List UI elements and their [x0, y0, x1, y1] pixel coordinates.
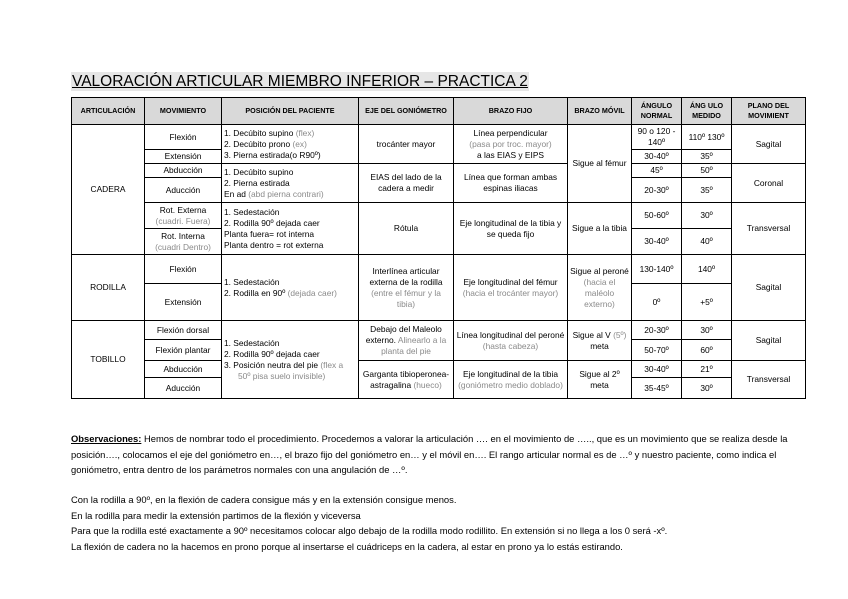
movement-cell: Flexión — [145, 255, 222, 284]
header-cell: ÁNGULO NORMAL — [632, 98, 682, 125]
valoracion-table — [71, 97, 806, 399]
header-cell: PLANO DEL MOVIMIENT — [732, 98, 806, 125]
normal-angle-cell: 0º — [632, 284, 682, 321]
table-row — [72, 361, 806, 378]
normal-angle-cell: 45º — [632, 164, 682, 178]
position-cell: 1. Sedestación 2. Rodilla 90º dejada caer Planta fuera= rot interna Planta dentro = rot externa — [222, 203, 359, 255]
header-cell: EJE DEL GONIÓMETRO — [359, 98, 454, 125]
measured-angle-cell: 30º — [682, 321, 732, 340]
plane-cell: Transversal — [732, 203, 806, 255]
measured-angle-cell: 50º — [682, 164, 732, 178]
axis-cell: Garganta tibioperonea-astragalina (hueco) — [359, 361, 454, 399]
page-title: VALORACIÓN ARTICULAR MIEMBRO INFERIOR – PRACTICA 2 — [72, 73, 528, 90]
normal-angle-cell: 90 o 120 - 140º — [632, 125, 682, 150]
table-row — [72, 164, 806, 178]
normal-angle-cell: 20-30º — [632, 178, 682, 203]
observations-label: Observaciones: — [71, 433, 142, 444]
joint-cadera: CADERA — [72, 125, 145, 255]
measured-angle-cell: +5º — [682, 284, 732, 321]
header-cell: MOVIMIENTO — [145, 98, 222, 125]
fixed-arm-cell: Eje longitudinal de la tibia (goniómetro medio doblado) — [454, 361, 568, 399]
fixed-arm-cell: Línea que forman ambas espinas iliacas — [454, 164, 568, 203]
movement-cell: Flexión — [145, 125, 222, 150]
normal-angle-cell: 30-40º — [632, 361, 682, 378]
plane-cell: Sagital — [732, 321, 806, 361]
position-cell: 1. Decúbito supino (flex) 2. Decúbito prono (ex) 3. Pierna estirada(o R90º) — [222, 125, 359, 164]
note-line: Para que la rodilla esté exactamente a 90º necesitamos colocar algo debajo de la rodilla modo rodillito. En extensión si no llega a los 0 será -xº. — [71, 525, 668, 536]
table-row — [72, 321, 806, 340]
measured-angle-cell: 30º — [682, 203, 732, 229]
note-line: En la rodilla para medir la extensión partimos de la flexión y viceversa — [71, 509, 361, 521]
fixed-arm-cell: Eje longitudinal de la tibia y se queda fijo — [454, 203, 568, 255]
position-cell: 1. Sedestación 2. Rodilla en 90º (dejada caer) — [222, 255, 359, 321]
mobile-arm-cell: Sigue a la tibia — [568, 203, 632, 255]
movement-cell: Rot. Interna (cuadri Dentro) — [145, 229, 222, 255]
movement-cell: Aducción — [145, 378, 222, 399]
movement-cell: Flexión dorsal — [145, 321, 222, 340]
header-cell: BRAZO MÓVIL — [568, 98, 632, 125]
header-cell: BRAZO FIJO — [454, 98, 568, 125]
measured-angle-cell: 110º 130º — [682, 125, 732, 150]
header-cell: POSICIÓN DEL PACIENTE — [222, 98, 359, 125]
table-row — [72, 203, 806, 229]
axis-cell: Rótula — [359, 203, 454, 255]
mobile-arm-cell: Sigue al fémur — [568, 125, 632, 203]
mobile-arm-cell: Sigue al peroné (hacia el maléolo externo) — [568, 255, 632, 321]
note-line: Con la rodilla a 90º, en la flexión de cadera consigue más y en la extensión consigue menos. — [71, 494, 457, 505]
measured-angle-cell: 60º — [682, 340, 732, 361]
axis-cell: Debajo del Maleolo externo. Alinearlo a la planta del pie — [359, 321, 454, 361]
movement-cell: Rot. Externa (cuadri. Fuera) — [145, 203, 222, 229]
plane-cell: Sagital — [732, 125, 806, 164]
observations-text: Hemos de nombrar todo el procedimiento. Procedemos a valorar la articulación …. en el movimiento de ….., que es un movimiento que se realiza desde la posición…., colocamos el eje del goniómetro en…, el brazo fijo del goniómetro en… y el móvil en…. El rango articular normal es de …º y nuestro paciente, como indica el goniómetro, entra dentro de los parámetros normales con una angulación de …º. — [71, 433, 788, 475]
measured-angle-cell: 35º — [682, 178, 732, 203]
measured-angle-cell: 140º — [682, 255, 732, 284]
plane-cell: Coronal — [732, 164, 806, 203]
table-header-row — [72, 98, 806, 125]
fixed-arm-cell: Línea perpendicular (pasa por troc. mayor) a las EIAS y EIPS — [454, 125, 568, 164]
normal-angle-cell: 35-45º — [632, 378, 682, 399]
fixed-arm-cell: Línea longitudinal del peroné (hasta cabeza) — [454, 321, 568, 361]
mobile-arm-cell: Sigue al V (5º) meta — [568, 321, 632, 361]
joint-rodilla: RODILLA — [72, 255, 145, 321]
axis-cell: trocánter mayor — [359, 125, 454, 164]
observations-paragraph — [71, 431, 801, 478]
plane-cell: Transversal — [732, 361, 806, 399]
table-row — [72, 255, 806, 284]
note-line: La flexión de cadera no la hacemos en prono porque al insertarse el cuádriceps en la cadera, al estar en prono ya lo estás estirando. — [71, 540, 623, 552]
measured-angle-cell: 35º — [682, 150, 732, 164]
measured-angle-cell: 30º — [682, 378, 732, 399]
movement-cell: Flexión plantar — [145, 340, 222, 361]
notes-block — [71, 492, 801, 554]
normal-angle-cell: 30-40º — [632, 229, 682, 255]
movement-cell: Abducción — [145, 164, 222, 178]
axis-cell: Interlínea articular externa de la rodilla (entre el fémur y la tibia) — [359, 255, 454, 321]
mobile-arm-cell: Sigue al 2º meta — [568, 361, 632, 399]
normal-angle-cell: 50-70º — [632, 340, 682, 361]
position-cell: 1. Decúbito supino 2. Pierna estirada En ad (abd pierna contrari) — [222, 164, 359, 203]
measured-angle-cell: 40º — [682, 229, 732, 255]
normal-angle-cell: 130-140º — [632, 255, 682, 284]
normal-angle-cell: 20-30º — [632, 321, 682, 340]
plane-cell: Sagital — [732, 255, 806, 321]
fixed-arm-cell: Eje longitudinal del fémur (hacia el trocánter mayor) — [454, 255, 568, 321]
movement-cell: Abducción — [145, 361, 222, 378]
normal-angle-cell: 30-40º — [632, 150, 682, 164]
measured-angle-cell: 21º — [682, 361, 732, 378]
header-cell: ARTICULACIÓN — [72, 98, 145, 125]
movement-cell: Extensión — [145, 284, 222, 321]
joint-tobillo: TOBILLO — [72, 321, 145, 399]
position-cell: 1. Sedestación 2. Rodilla 90º dejada caer 3. Posición neutra del pie (flex a 50º pisa suelo invisible) — [222, 321, 359, 399]
movement-cell: Extensión — [145, 150, 222, 164]
normal-angle-cell: 50-60º — [632, 203, 682, 229]
axis-cell: EIAS del lado de la cadera a medir — [359, 164, 454, 203]
header-cell: ÁNG ULO MEDIDO — [682, 98, 732, 125]
movement-cell: Aducción — [145, 178, 222, 203]
